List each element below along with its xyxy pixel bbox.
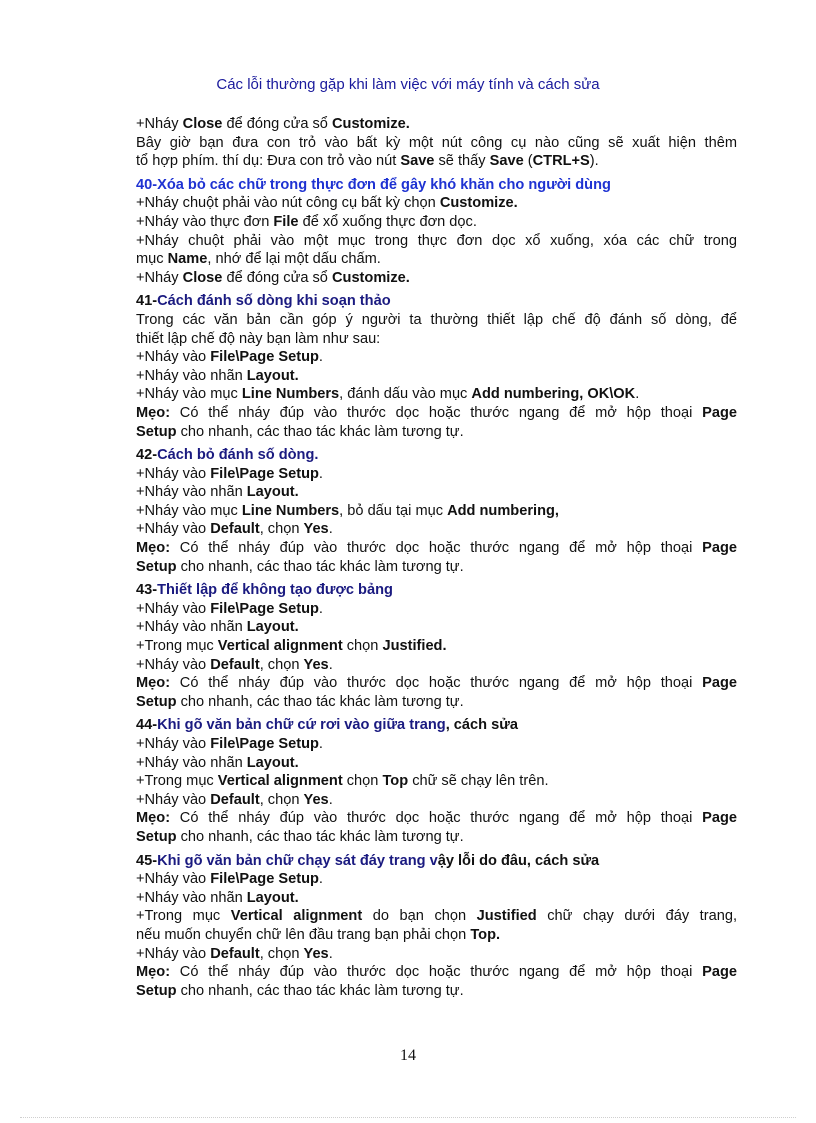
text-line: +Nháy vào Default, chọn Yes. xyxy=(136,521,333,538)
tip-line: Setup cho nhanh, các thao tác khác làm tương tự. xyxy=(136,982,464,999)
text-line: +Nháy vào File\Page Setup. xyxy=(136,465,323,482)
tip-line: Setup cho nhanh, các thao tác khác làm tương tự. xyxy=(136,828,464,845)
tip-line: Mẹo: Có thể nháy đúp vào thước dọc hoặc thước ngang để mở hộp thoại Page xyxy=(136,404,737,421)
text-line: +Nháy vào nhãn Layout. xyxy=(136,754,299,771)
text-line: +Nháy Close để đóng cửa sổ Customize. xyxy=(136,269,410,286)
text-line: +Nháy vào mục Line Numbers, đánh dấu vào mục Add numbering, OK\OK. xyxy=(136,386,640,403)
text-line: +Nháy chuột phải vào nút công cụ bất kỳ chọn Customize. xyxy=(136,195,518,212)
text-line: +Trong mục Vertical alignment do bạn chọn Justified chữ chạy dưới đáy trang, xyxy=(136,908,737,925)
text-line: mục Name, nhớ để lại một dấu chấm. xyxy=(136,251,381,268)
text-line: tổ hợp phím. thí dụ: Đưa con trỏ vào nút Save sẽ thấy Save (CTRL+S). xyxy=(136,153,599,170)
text-line: +Nháy vào thực đơn File để xổ xuống thực đơn dọc. xyxy=(136,213,477,230)
text-line: +Nháy vào Default, chọn Yes. xyxy=(136,656,333,673)
tip-line: Setup cho nhanh, các thao tác khác làm tương tự. xyxy=(136,693,464,710)
text-line: +Nháy chuột phải vào một mục trong thực đơn dọc xổ xuống, xóa các chữ trong xyxy=(136,232,737,249)
tip-line: Mẹo: Có thể nháy đúp vào thước dọc hoặc thước ngang để mở hộp thoại Page xyxy=(136,964,737,981)
page-number: 14 xyxy=(400,1047,416,1064)
text-line: +Nháy vào Default, chọn Yes. xyxy=(136,945,333,962)
text-line: +Nháy vào File\Page Setup. xyxy=(136,871,323,888)
text-line: +Nháy vào nhãn Layout. xyxy=(136,619,299,636)
text-line: +Trong mục Vertical alignment chọn Justified. xyxy=(136,638,447,655)
page-header: Các lỗi thường gặp khi làm việc với máy tính và cách sửa xyxy=(216,76,600,93)
text-line: +Nháy vào nhãn Layout. xyxy=(136,889,299,906)
tip-line: Mẹo: Có thể nháy đúp vào thước dọc hoặc thước ngang để mở hộp thoại Page xyxy=(136,675,737,692)
text-line: Trong các văn bản cần góp ý người ta thường thiết lập chế độ đánh số dòng, để xyxy=(136,311,737,328)
text-line: +Nháy vào File\Page Setup. xyxy=(136,736,323,752)
text-line: +Trong mục Vertical alignment chọn Top chữ sẽ chạy lên trên. xyxy=(136,773,549,790)
text-line: +Nháy vào Default, chọn Yes. xyxy=(136,791,333,808)
section-heading-45: 45-Khi gõ văn bản chữ chạy sát đáy trang vậy lỗi do đâu, cách sửa xyxy=(136,852,600,869)
tip-line: Mẹo: Có thể nháy đúp vào thước dọc hoặc thước ngang để mở hộp thoại Page xyxy=(136,810,737,827)
section-heading-44: 44-Khi gõ văn bản chữ cứ rơi vào giữa trang, cách sửa xyxy=(136,717,518,734)
text-line: +Nháy vào File\Page Setup. xyxy=(136,349,323,366)
text-line: +Nháy vào File\Page Setup. xyxy=(136,600,323,617)
text-line: nếu muốn chuyển chữ lên đầu trang bạn phải chọn Top. xyxy=(136,926,501,943)
tip-line: Setup cho nhanh, các thao tác khác làm tương tự. xyxy=(136,423,464,440)
text-line: thiết lập chế độ này bạn làm như sau: xyxy=(136,330,381,347)
page-bottom-divider xyxy=(20,1117,796,1118)
text-line: +Nháy vào nhãn Layout. xyxy=(136,367,299,384)
tip-line: Mẹo: Có thể nháy đúp vào thước dọc hoặc thước ngang để mở hộp thoại Page xyxy=(136,540,737,557)
section-heading-41: 41-Cách đánh số dòng khi soạn thảo xyxy=(136,293,391,310)
tip-line: Setup cho nhanh, các thao tác khác làm tương tự. xyxy=(136,558,464,575)
text-line: Bây giờ bạn đưa con trỏ vào bất kỳ một nút công cụ nào cũng sẽ xuất hiện thêm xyxy=(136,134,737,151)
document-body xyxy=(136,115,737,1000)
section-heading-43: 43-Thiết lập để không tạo được bảng xyxy=(136,582,393,599)
text-line: +Nháy vào mục Line Numbers, bỏ dấu tại mục Add numbering, xyxy=(136,502,559,519)
text-line: +Nháy Close để đóng cửa sổ Customize. xyxy=(136,116,410,132)
section-heading-42: 42-Cách bỏ đánh số dòng. xyxy=(136,447,319,464)
section-heading-40: 40-Xóa bỏ các chữ trong thực đơn để gây khó khăn cho người dùng xyxy=(136,176,611,193)
text-line: +Nháy vào nhãn Layout. xyxy=(136,484,299,501)
